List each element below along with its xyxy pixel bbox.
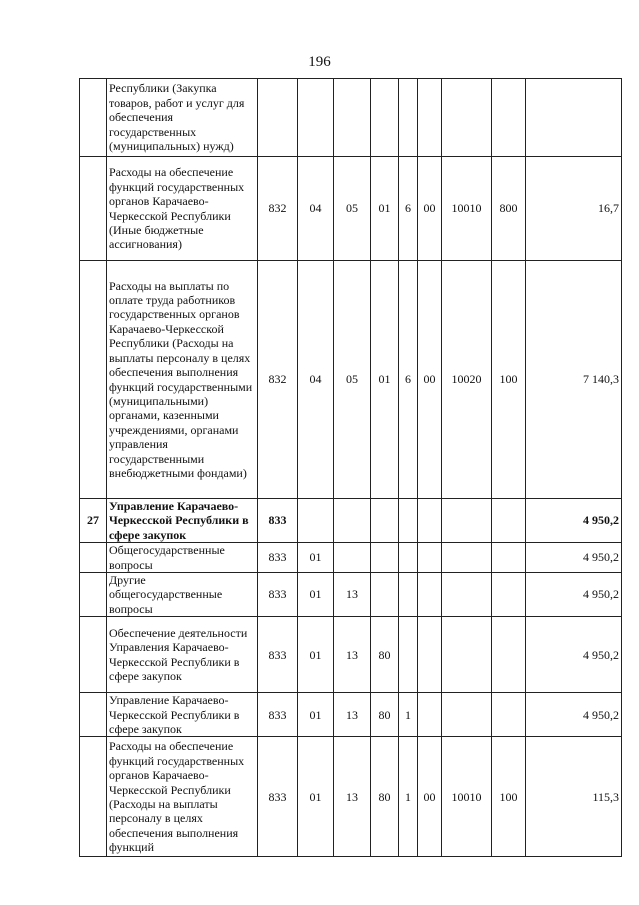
subprogram-code-cell: 1	[399, 737, 418, 857]
program-code-cell: 01	[371, 157, 399, 261]
section-code-cell	[298, 499, 334, 543]
sum-cell: 4 950,2	[526, 617, 622, 693]
main-event-code-cell: 00	[418, 157, 442, 261]
row-number-cell	[80, 543, 107, 573]
ministry-code-cell: 833	[258, 737, 298, 857]
direction-code-cell	[442, 617, 492, 693]
direction-code-cell: 10020	[442, 261, 492, 499]
section-code-cell: 01	[298, 693, 334, 737]
direction-code-cell	[442, 693, 492, 737]
main-event-code-cell: 00	[418, 261, 442, 499]
item-name-cell: Другие общегосударственные вопросы	[107, 573, 258, 617]
expense-type-code-cell	[492, 693, 526, 737]
table-row	[80, 499, 622, 543]
expense-type-code-cell	[492, 499, 526, 543]
table-row	[80, 157, 622, 261]
ministry-code-cell	[258, 79, 298, 157]
row-number-cell: 27	[80, 499, 107, 543]
table-row	[80, 693, 622, 737]
subprogram-code-cell	[399, 573, 418, 617]
section-code-cell: 04	[298, 157, 334, 261]
ministry-code-cell: 832	[258, 157, 298, 261]
table-row	[80, 617, 622, 693]
budget-table	[79, 78, 622, 857]
subsection-code-cell	[334, 543, 371, 573]
ministry-code-cell: 833	[258, 543, 298, 573]
row-number-cell	[80, 737, 107, 857]
subsection-code-cell: 13	[334, 737, 371, 857]
item-name-cell: Управление Карачаево-Черкесской Республики в сфере закупок	[107, 693, 258, 737]
item-name-cell: Расходы на выплаты по оплате труда работников государственных органов Карачаево-Черкесской Республики (Расходы на выплаты персоналу в целях обеспечения выполнения функций государственными (муниципальными) органами, казенными учреждениями, органами управления государственными внебюджетными фондами)	[107, 261, 258, 499]
direction-code-cell: 10010	[442, 157, 492, 261]
item-name-cell: Республики (Закупка товаров, работ и услуг для обеспечения государственных (муниципальных) нужд)	[107, 79, 258, 157]
table-row	[80, 543, 622, 573]
sum-cell: 115,3	[526, 737, 622, 857]
subprogram-code-cell	[399, 543, 418, 573]
main-event-code-cell	[418, 543, 442, 573]
direction-code-cell	[442, 79, 492, 157]
row-number-cell	[80, 693, 107, 737]
ministry-code-cell: 833	[258, 693, 298, 737]
table-row	[80, 737, 622, 857]
direction-code-cell	[442, 573, 492, 617]
item-name-cell: Расходы на обеспечение функций государственных органов Карачаево-Черкесской Республики (Расходы на выплаты персоналу в целях обеспечения выполнения функций	[107, 737, 258, 857]
expense-type-code-cell	[492, 543, 526, 573]
program-code-cell	[371, 573, 399, 617]
program-code-cell: 80	[371, 737, 399, 857]
section-code-cell: 01	[298, 737, 334, 857]
section-code-cell: 04	[298, 261, 334, 499]
section-code-cell: 01	[298, 543, 334, 573]
sum-cell: 4 950,2	[526, 543, 622, 573]
subprogram-code-cell	[399, 79, 418, 157]
section-code-cell: 01	[298, 573, 334, 617]
subsection-code-cell: 05	[334, 261, 371, 499]
subsection-code-cell: 13	[334, 617, 371, 693]
table-row	[80, 79, 622, 157]
subprogram-code-cell: 1	[399, 693, 418, 737]
main-event-code-cell	[418, 79, 442, 157]
ministry-code-cell: 833	[258, 573, 298, 617]
section-code-cell: 01	[298, 617, 334, 693]
program-code-cell: 80	[371, 617, 399, 693]
expense-type-code-cell	[492, 617, 526, 693]
subsection-code-cell: 13	[334, 573, 371, 617]
section-code-cell	[298, 79, 334, 157]
subprogram-code-cell	[399, 499, 418, 543]
subprogram-code-cell: 6	[399, 157, 418, 261]
program-code-cell: 01	[371, 261, 399, 499]
ministry-code-cell: 833	[258, 499, 298, 543]
direction-code-cell	[442, 543, 492, 573]
sum-cell: 4 950,2	[526, 499, 622, 543]
subsection-code-cell	[334, 499, 371, 543]
sum-cell: 4 950,2	[526, 693, 622, 737]
sum-cell: 7 140,3	[526, 261, 622, 499]
table-row	[80, 573, 622, 617]
main-event-code-cell: 00	[418, 737, 442, 857]
direction-code-cell: 10010	[442, 737, 492, 857]
expense-type-code-cell: 100	[492, 261, 526, 499]
subsection-code-cell	[334, 79, 371, 157]
item-name-cell: Обеспечение деятельности Управления Карачаево-Черкесской Республики в сфере закупок	[107, 617, 258, 693]
expense-type-code-cell: 100	[492, 737, 526, 857]
main-event-code-cell	[418, 693, 442, 737]
program-code-cell	[371, 543, 399, 573]
sum-cell: 16,7	[526, 157, 622, 261]
page-number: 196	[308, 54, 331, 70]
row-number-cell	[80, 261, 107, 499]
table-body	[80, 79, 622, 857]
expense-type-code-cell: 800	[492, 157, 526, 261]
program-code-cell	[371, 499, 399, 543]
item-name-cell: Расходы на обеспечение функций государственных органов Карачаево-Черкесской Республики (Иные бюджетные ассигнования)	[107, 157, 258, 261]
direction-code-cell	[442, 499, 492, 543]
ministry-code-cell: 832	[258, 261, 298, 499]
ministry-code-cell: 833	[258, 617, 298, 693]
main-event-code-cell	[418, 573, 442, 617]
sum-cell: 4 950,2	[526, 573, 622, 617]
row-number-cell	[80, 157, 107, 261]
row-number-cell	[80, 573, 107, 617]
expense-type-code-cell	[492, 573, 526, 617]
item-name-cell: Управление Карачаево-Черкесской Республики в сфере закупок	[107, 499, 258, 543]
subprogram-code-cell: 6	[399, 261, 418, 499]
row-number-cell	[80, 79, 107, 157]
program-code-cell	[371, 79, 399, 157]
subsection-code-cell: 05	[334, 157, 371, 261]
table-row	[80, 261, 622, 499]
expense-type-code-cell	[492, 79, 526, 157]
sum-cell	[526, 79, 622, 157]
item-name-cell: Общегосударственные вопросы	[107, 543, 258, 573]
subsection-code-cell: 13	[334, 693, 371, 737]
program-code-cell: 80	[371, 693, 399, 737]
main-event-code-cell	[418, 499, 442, 543]
row-number-cell	[80, 617, 107, 693]
main-event-code-cell	[418, 617, 442, 693]
subprogram-code-cell	[399, 617, 418, 693]
